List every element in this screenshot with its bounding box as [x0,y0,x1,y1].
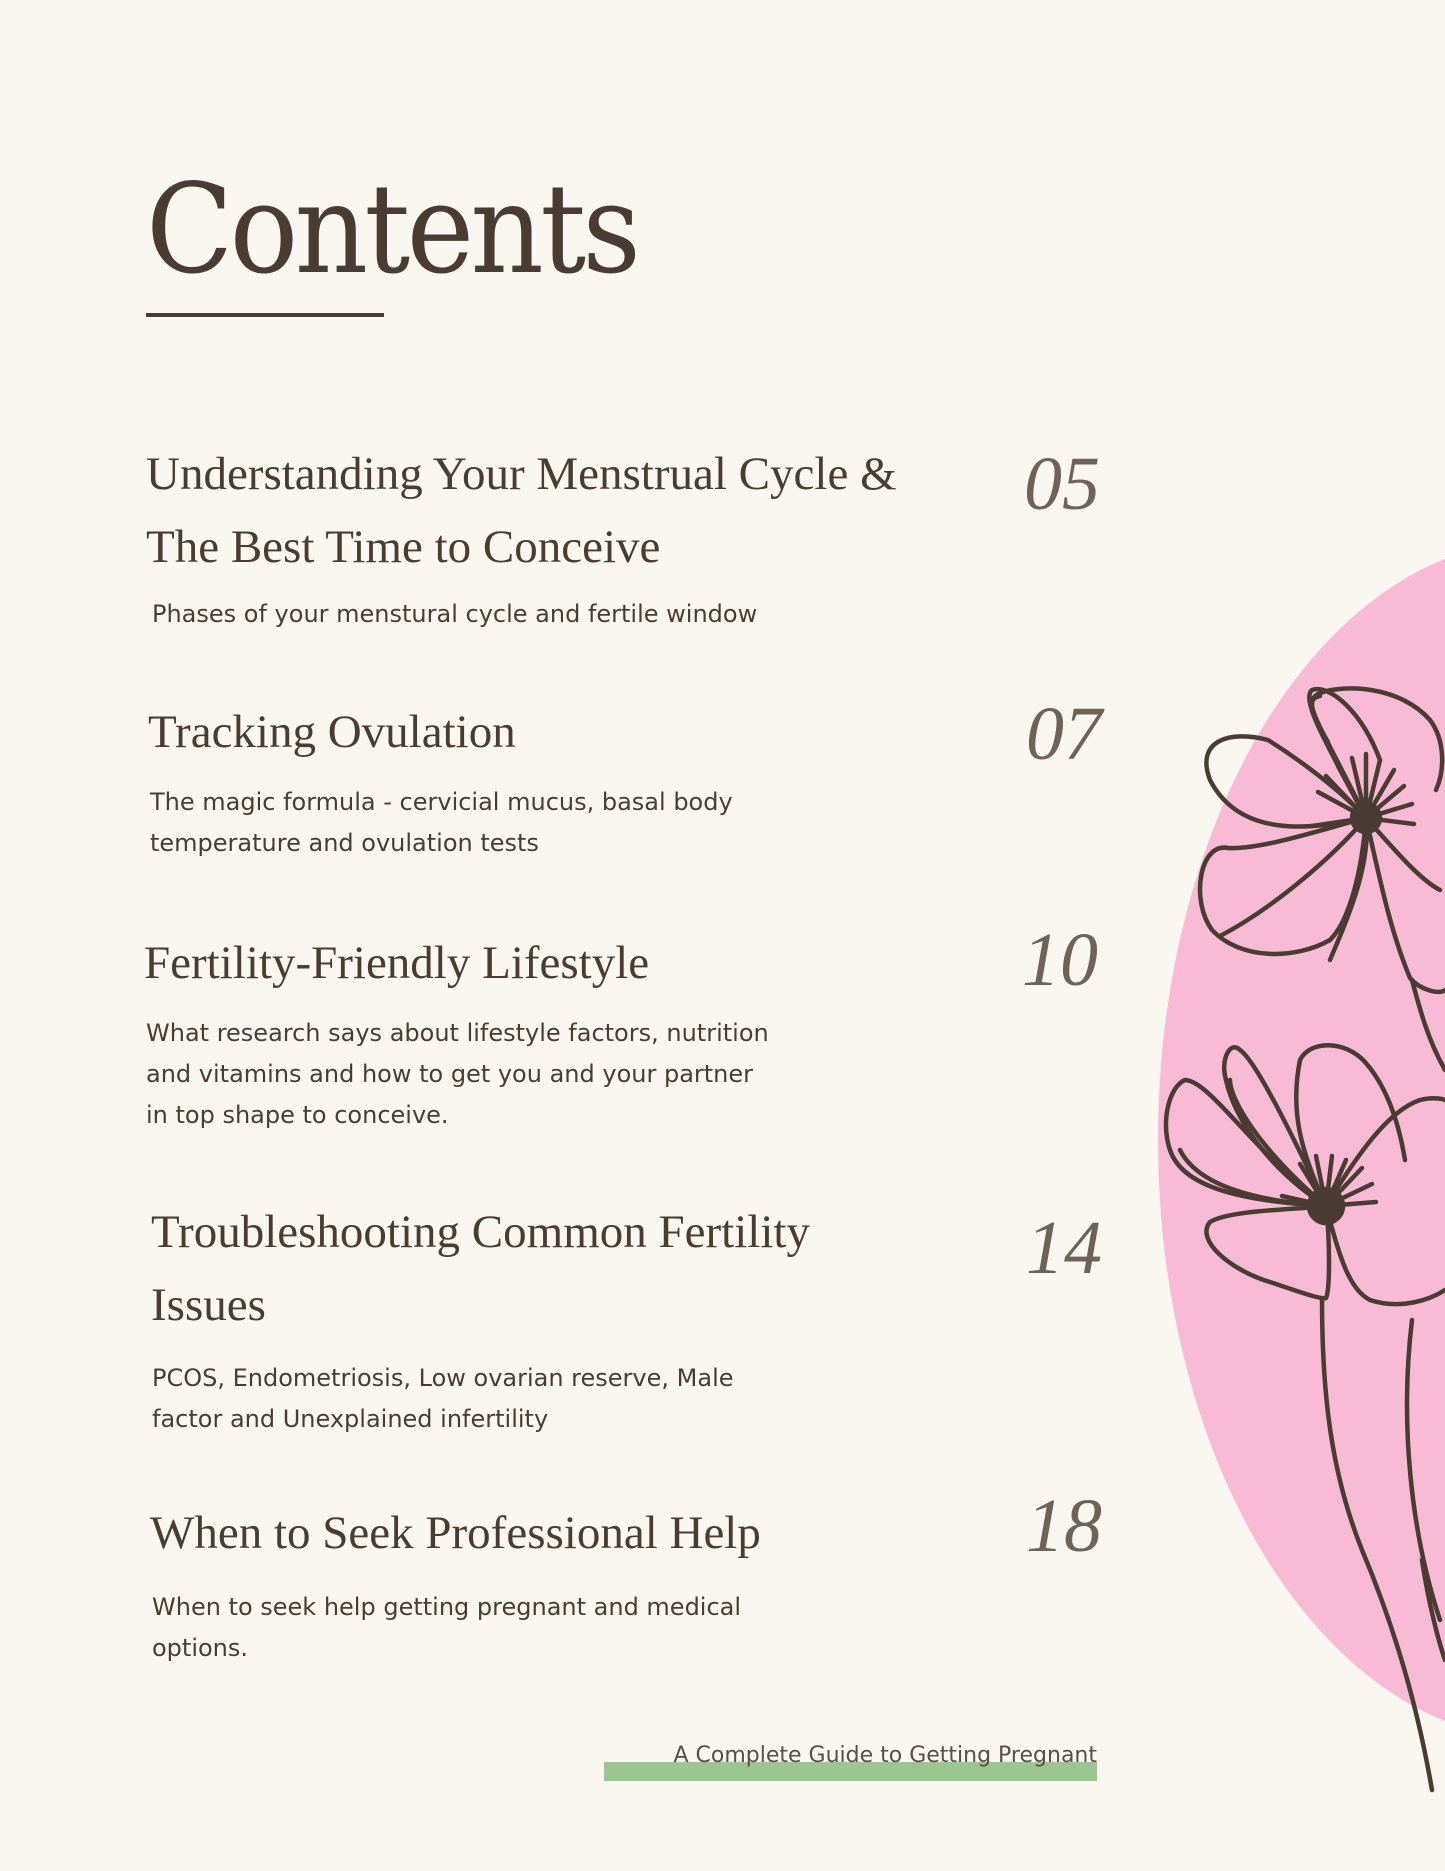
entry-title [148,696,516,769]
page-title: Contents [146,158,638,302]
toc-entry[interactable] [148,696,516,769]
entry-page-number: 07 [1026,692,1102,776]
entry-description-line: temperature and ovulation tests [150,829,539,857]
entry-title [150,1497,761,1570]
entry-page-number: 10 [1022,918,1098,1002]
entry-description-line: When to seek help getting pregnant and medical [152,1593,742,1621]
entry-title-line: Troubleshooting Common Fertility [151,1206,810,1258]
entry-page-number: 14 [1026,1206,1102,1290]
entry-description-line: The magic formula - cervicial mucus, basal body [150,788,733,816]
entry-title-line: Issues [151,1279,266,1331]
entry-description-line: in top shape to conceive. [146,1101,449,1129]
entry-description-line: options. [152,1634,249,1662]
toc-entry[interactable] [150,1497,761,1570]
entry-description-line: factor and Unexplained infertility [152,1405,549,1433]
entry-description-line: What research says about lifestyle factors, nutrition [146,1019,769,1047]
entry-title-line: Understanding Your Menstrual Cycle & [146,448,897,500]
entry-description [150,782,733,864]
entry-description-line: and vitamins and how to get you and your partner [146,1060,754,1088]
entry-title-line: Fertility-Friendly Lifestyle [144,937,650,989]
entry-title [144,927,649,1000]
title-underline [146,313,384,317]
entry-title [146,438,897,584]
entry-description [152,594,757,635]
entry-description [152,1358,734,1440]
entry-description-line: Phases of your menstural cycle and fertile window [152,600,758,628]
toc-entry[interactable] [151,1196,810,1342]
entry-title [151,1196,810,1342]
entry-title-line: The Best Time to Conceive [146,521,661,573]
footer-guide-title: A Complete Guide to Getting Pregnant [673,1743,1097,1768]
toc-entry[interactable] [144,927,649,1000]
entry-title-line: When to Seek Professional Help [150,1507,761,1559]
toc-entry[interactable] [146,438,897,584]
entry-page-number: 18 [1026,1484,1102,1568]
entry-description [152,1587,741,1669]
entry-title-line: Tracking Ovulation [148,706,516,758]
entry-page-number: 05 [1024,442,1100,526]
entry-description-line: PCOS, Endometriosis, Low ovarian reserve, Male [152,1364,734,1392]
entry-description [146,1013,769,1136]
